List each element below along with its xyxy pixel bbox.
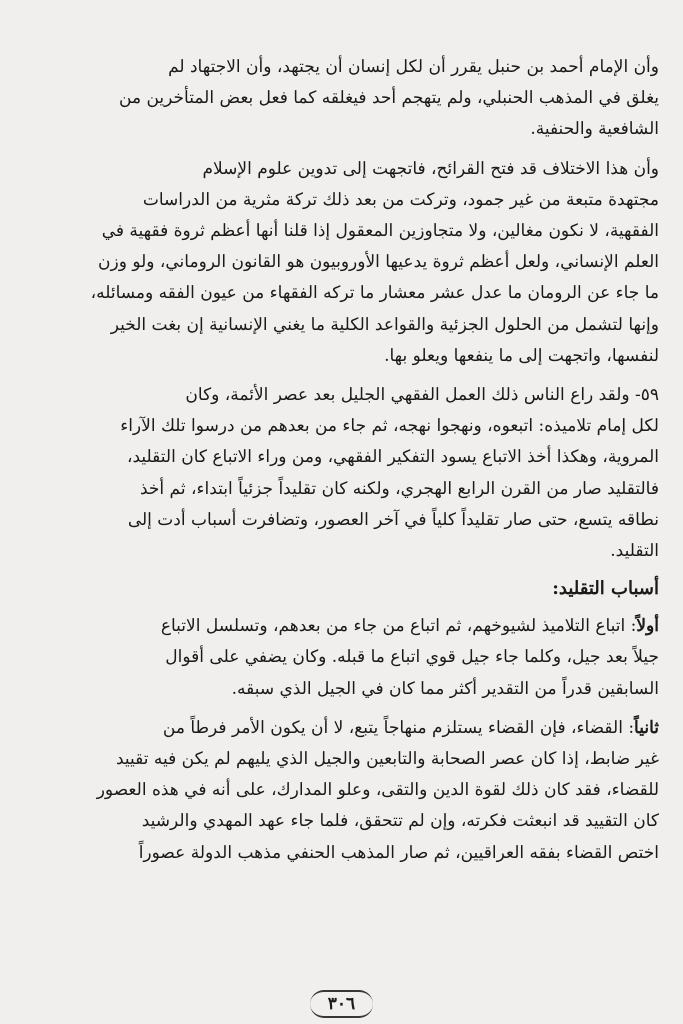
text-line-rest: : القضاء، فإن القضاء يستلزم منهاجاً يتبع، لا أن يكون الأمر فرطاً من: [162, 717, 635, 738]
text-line: مجتهدة متبعة من غير جمود، وتركت من بعد ذلك تركة مثرية من الدراسات: [142, 189, 659, 210]
lead-label: أولاً: [636, 616, 659, 637]
text-line: العلم الإنساني، ولعل أعظم ثروة يدعيها الأوروبيون هو القانون الروماني، ولو وزن: [98, 252, 659, 273]
text-line: الفقهية، لا نكون مغالين، ولا متجاوزين المعقول إذا قلنا أنها أعظم ثروة فقهية في: [101, 221, 659, 242]
paragraph-second-reason: [18, 713, 659, 869]
text-line: [18, 611, 659, 642]
paragraph-59-taqlid: [18, 380, 659, 567]
text-line: السابقين قدراً من التقدير أكثر مما كان في الجيل الذي سبقه.: [231, 678, 659, 699]
text-line: التقليد.: [610, 541, 659, 562]
paragraph-fiqh-wealth: [18, 154, 659, 372]
text-line: وأن هذا الاختلاف قد فتح القرائح، فاتجهت إلى تدوين علوم الإسلام: [202, 158, 659, 179]
text-line: غير ضابط، إذا كان عصر الصحابة والتابعين والجيل الذي يليهم لم يكن فيه تقييد: [115, 749, 659, 770]
text-line: المروية، وهكذا أخذ الاتباع يسود التفكير الفقهي، ومن وراء الاتباع كان التقليد،: [127, 447, 659, 468]
text-line: اختص القضاء بفقه العراقيين، ثم صار المذهب الحنفي مذهب الدولة عصوراً: [138, 842, 659, 863]
text-line: فالتقليد صار من القرن الرابع الهجري، ولكنه كان تقليداً جزئياً ابتداء، ثم أخذ: [139, 478, 659, 499]
paragraph-first-reason: [18, 611, 659, 705]
text-line: لنفسها، واتجهت إلى ما ينفعها ويعلو بها.: [384, 345, 659, 366]
text-line: ما جاء عن الرومان ما عدل عشر معشار ما تركه الفقهاء من عيون الفقه ومسائله،: [90, 283, 659, 304]
text-line: للقضاء، فقد كان ذلك لقوة الدين والتقى، وعلو المدارك، على أنه في هذه العصور: [96, 780, 659, 801]
section-heading: أسباب التقليد:: [552, 578, 659, 600]
text-line: وإنها لتشمل من الحلول الجزئية والقواعد الكلية ما يغني الإنسانية إن بغت الخير: [110, 314, 659, 335]
paragraph-ahmad-ijtihad: [18, 52, 659, 146]
text-line: وأن الإمام أحمد بن حنبل يقرر أن لكل إنسان أن يجتهد، وأن الاجتهاد لم: [168, 57, 659, 77]
text-line-rest: : اتباع التلاميذ لشيوخهم، ثم اتباع من جاء من بعدهم، وتسلسل الاتباع: [160, 616, 637, 637]
text-line: لكل إمام تلاميذه: اتبعوه، ونهجوا نهجه، ثم جاء من بعدهم من درسوا تلك الآراء: [120, 416, 659, 437]
lead-label: ثانياً: [634, 717, 659, 738]
text-line: يغلق في المذهب الحنبلي، ولم يتهجم أحد فيغلقه كما فعل بعض المتأخرين من: [119, 88, 659, 109]
text-line: نطاقه يتسع، حتى صار تقليداً كلياً في آخر العصور، وتضافرت أسباب أدت إلى: [127, 509, 659, 530]
text-line: ٥٩- ولقد راع الناس ذلك العمل الفقهي الجليل بعد عصر الأئمة، وكان: [185, 385, 659, 406]
text-line: كان التقييد قد انبعثت فكرته، وإن لم تتحقق، فلما جاء عهد المهدي والرشيد: [141, 811, 659, 832]
page-number-text: ٣٠٦: [310, 990, 373, 1018]
page-number: [0, 990, 683, 1018]
text-line: [18, 713, 659, 744]
text-line: الشافعية والحنفية.: [530, 119, 659, 140]
text-line: جيلاً بعد جيل، وكلما جاء جيل قوي اتباع ما قبله. وكان يضفي على أقوال: [165, 647, 659, 668]
